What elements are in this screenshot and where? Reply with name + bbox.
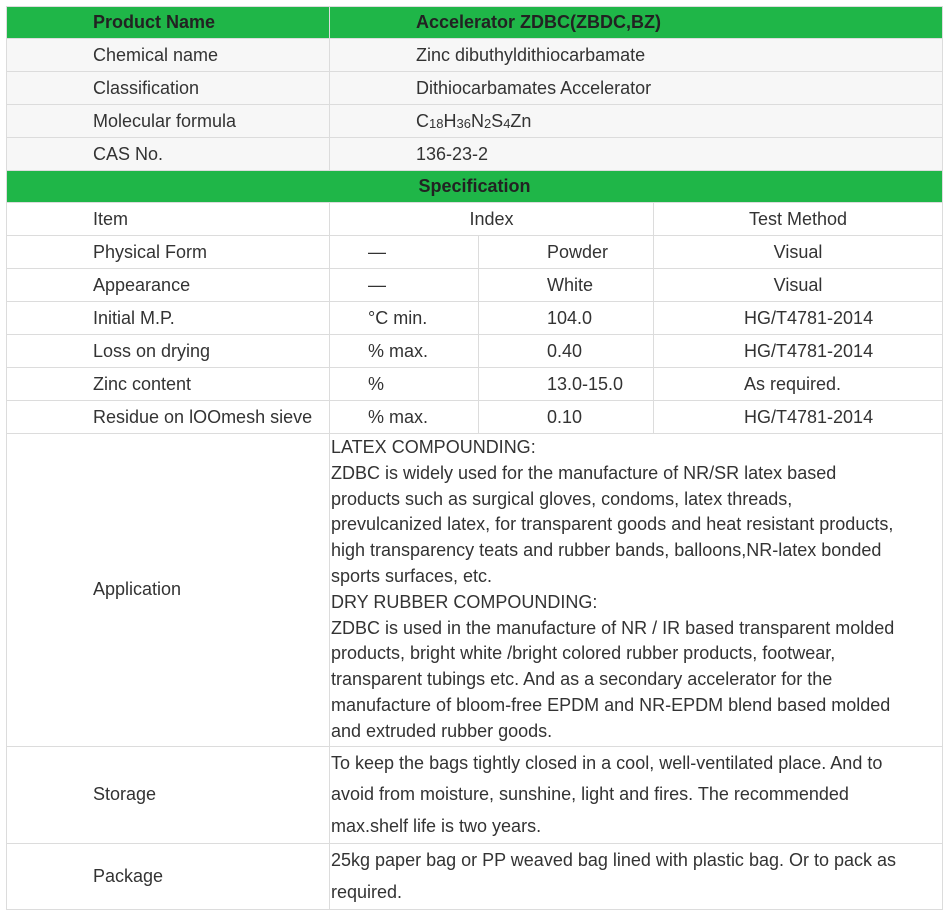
package-row xyxy=(7,844,943,910)
spec-row xyxy=(7,269,943,302)
application-line: sports surfaces, etc. xyxy=(331,565,493,586)
spec-row xyxy=(7,335,943,368)
spec-header-method: Test Method xyxy=(654,203,943,236)
package-line: 25kg paper bag or PP weaved bag lined with plastic bag. Or to pack as xyxy=(331,850,897,871)
spec-method: HG/T4781-2014 xyxy=(654,401,943,434)
formula-part: H xyxy=(443,110,457,131)
spec-row xyxy=(7,368,943,401)
product-name-label: Product Name xyxy=(7,7,330,39)
application-label: Application xyxy=(7,434,330,747)
storage-line: max.shelf life is two years. xyxy=(331,815,542,836)
info-row xyxy=(7,72,943,105)
storage-label: Storage xyxy=(7,746,330,844)
formula-subscript: 36 xyxy=(456,115,471,131)
spec-item: Initial M.P. xyxy=(7,302,330,335)
info-row xyxy=(7,39,943,72)
spec-unit: — xyxy=(330,269,479,302)
application-line: products, bright white /bright colored rubber products, footwear, xyxy=(331,643,836,664)
application-line: transparent tubings etc. And as a secondary accelerator for the xyxy=(331,669,833,690)
spec-item: Zinc content xyxy=(7,368,330,401)
spec-method: HG/T4781-2014 xyxy=(654,335,943,368)
specification-title-row xyxy=(7,171,943,203)
spec-header-index: Index xyxy=(330,203,654,236)
storage-line: avoid from moisture, sunshine, light and fires. The recommended xyxy=(331,784,849,805)
spec-value: 104.0 xyxy=(479,302,654,335)
storage-text xyxy=(330,746,943,844)
application-line: and extruded rubber goods. xyxy=(331,720,553,741)
info-value: Dithiocarbamates Accelerator xyxy=(330,72,943,105)
formula-subscript: 4 xyxy=(503,115,511,131)
application-row xyxy=(7,434,943,747)
spec-method: HG/T4781-2014 xyxy=(654,302,943,335)
specification-title: Specification xyxy=(7,171,943,203)
spec-header-item: Item xyxy=(7,203,330,236)
spec-row xyxy=(7,236,943,269)
application-line: LATEX COMPOUNDING: xyxy=(331,437,536,457)
info-label: Chemical name xyxy=(7,39,330,72)
spec-row xyxy=(7,401,943,434)
spec-unit: °C min. xyxy=(330,302,479,335)
application-line: products such as surgical gloves, condoms, latex threads, xyxy=(331,488,793,509)
application-text xyxy=(330,434,943,747)
storage-row xyxy=(7,746,943,844)
info-label: CAS No. xyxy=(7,138,330,171)
spec-value: Powder xyxy=(479,236,654,269)
product-name-row xyxy=(7,7,943,39)
spec-unit: — xyxy=(330,236,479,269)
spec-method: As required. xyxy=(654,368,943,401)
formula-part: N xyxy=(470,110,484,131)
product-spec-table xyxy=(6,6,943,910)
info-label: Molecular formula xyxy=(7,105,330,138)
application-line: DRY RUBBER COMPOUNDING: xyxy=(331,591,598,612)
formula-part: S xyxy=(491,110,504,131)
product-name-value: Accelerator ZDBC(ZBDC,BZ) xyxy=(330,7,943,39)
application-line: ZDBC is used in the manufacture of NR / IR based transparent molded xyxy=(331,617,895,638)
spec-unit: % xyxy=(330,368,479,401)
spec-header-row xyxy=(7,203,943,236)
spec-method: Visual xyxy=(654,236,943,269)
spec-value: 0.10 xyxy=(479,401,654,434)
info-value: Zinc dibuthyldithiocarbamate xyxy=(330,39,943,72)
package-label: Package xyxy=(7,844,330,910)
formula-part: Zn xyxy=(510,110,532,131)
molecular-formula-value xyxy=(330,105,943,138)
spec-row xyxy=(7,302,943,335)
spec-item: Physical Form xyxy=(7,236,330,269)
info-value: 136-23-2 xyxy=(330,138,943,171)
spec-method: Visual xyxy=(654,269,943,302)
spec-item: Loss on drying xyxy=(7,335,330,368)
application-line: manufacture of bloom-free EPDM and NR-EPDM blend based molded xyxy=(331,694,891,715)
application-line: ZDBC is widely used for the manufacture of NR/SR latex based xyxy=(331,462,837,483)
info-row xyxy=(7,138,943,171)
info-label: Classification xyxy=(7,72,330,105)
application-line: high transparency teats and rubber bands, balloons,NR-latex bonded xyxy=(331,540,882,561)
spec-item: Residue on lOOmesh sieve xyxy=(7,401,330,434)
info-row xyxy=(7,105,943,138)
spec-value: White xyxy=(479,269,654,302)
formula-part: C xyxy=(416,110,429,131)
spec-unit: % max. xyxy=(330,401,479,434)
spec-unit: % max. xyxy=(330,335,479,368)
spec-value: 0.40 xyxy=(479,335,654,368)
package-line: required. xyxy=(331,881,403,902)
storage-line: To keep the bags tightly closed in a cool, well-ventilated place. And to xyxy=(331,752,883,773)
application-line: prevulcanized latex, for transparent goods and heat resistant products, xyxy=(331,514,894,535)
formula-subscript: 2 xyxy=(483,115,492,131)
package-text xyxy=(330,844,943,910)
spec-item: Appearance xyxy=(7,269,330,302)
spec-value: 13.0-15.0 xyxy=(479,368,654,401)
product-spec-table-container xyxy=(6,6,942,910)
formula-subscript: 18 xyxy=(429,115,444,131)
